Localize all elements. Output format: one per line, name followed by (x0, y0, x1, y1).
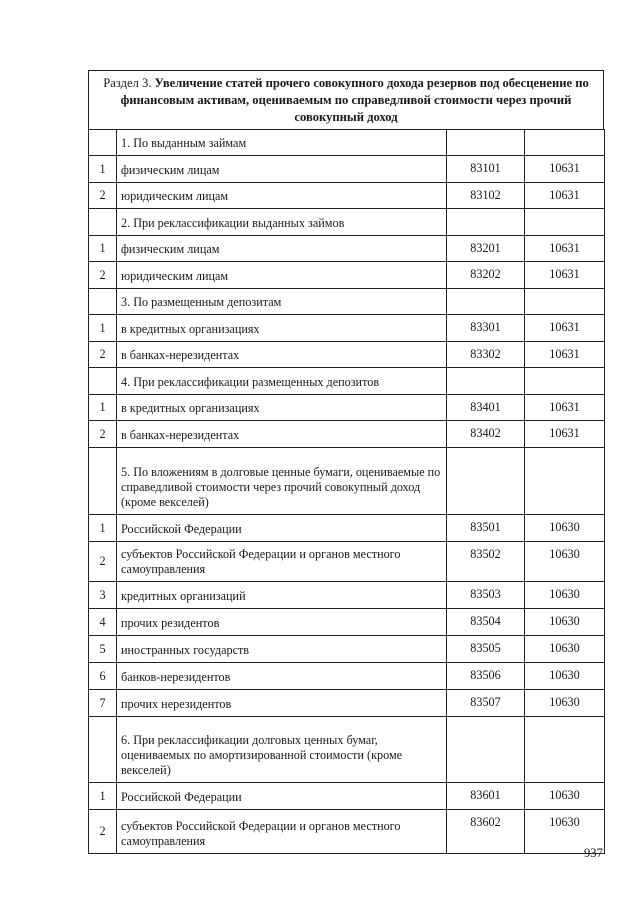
row-code-cell: 83102 (447, 183, 525, 209)
row-number-cell (89, 289, 117, 315)
row-name-cell: прочих резидентов (117, 609, 447, 636)
row-code-cell: 83503 (447, 582, 525, 609)
row-number-cell: 2 (89, 183, 117, 209)
row-account-cell: 10630 (525, 636, 605, 663)
table-row (89, 582, 605, 609)
row-account-cell: 10631 (525, 395, 605, 421)
row-number-cell: 5 (89, 636, 117, 663)
row-code-cell: 83504 (447, 609, 525, 636)
row-number-cell: 7 (89, 690, 117, 717)
table-row (89, 421, 605, 448)
row-name-cell: физическим лицам (117, 156, 447, 183)
row-number-cell: 6 (89, 663, 117, 690)
row-name-cell: в кредитных организациях (117, 315, 447, 342)
row-code-cell: 83507 (447, 690, 525, 717)
row-number-cell: 1 (89, 783, 117, 810)
row-code-cell (447, 209, 525, 236)
accounts-table-body (89, 130, 605, 854)
row-code-cell (447, 289, 525, 315)
row-name-cell: в кредитных организациях (117, 395, 447, 421)
row-name-cell: юридическим лицам (117, 183, 447, 209)
row-number-cell: 3 (89, 582, 117, 609)
row-name-cell: 2. При реклассификации выданных займов (117, 209, 447, 236)
row-number-cell: 2 (89, 421, 117, 448)
row-number-cell (89, 717, 117, 783)
table-row (89, 636, 605, 663)
row-number-cell: 1 (89, 395, 117, 421)
row-code-cell (447, 448, 525, 515)
row-number-cell: 2 (89, 262, 117, 289)
row-account-cell: 10630 (525, 582, 605, 609)
row-code-cell (447, 130, 525, 156)
row-account-cell: 10630 (525, 515, 605, 542)
table-row (89, 342, 605, 368)
row-name-cell: субъектов Российской Федерации и органов местного самоуправления (117, 810, 447, 854)
row-code-cell: 83301 (447, 315, 525, 342)
table-row (89, 810, 605, 854)
row-name-cell: юридическим лицам (117, 262, 447, 289)
row-account-cell: 10630 (525, 783, 605, 810)
row-account-cell (525, 368, 605, 395)
table-row (89, 315, 605, 342)
row-number-cell (89, 448, 117, 515)
row-number-cell: 4 (89, 609, 117, 636)
table-row (89, 690, 605, 717)
section-prefix: Раздел 3. (103, 76, 152, 90)
row-account-cell: 10631 (525, 183, 605, 209)
row-account-cell (525, 448, 605, 515)
row-number-cell (89, 130, 117, 156)
accounts-table (88, 129, 605, 854)
row-name-cell: Российской Федерации (117, 515, 447, 542)
table-row (89, 262, 605, 289)
row-account-cell: 10630 (525, 810, 605, 854)
row-name-cell: физическим лицам (117, 236, 447, 262)
row-name-cell: в банках-нерезидентах (117, 421, 447, 448)
table-section-row (89, 130, 605, 156)
row-account-cell: 10631 (525, 315, 605, 342)
table-row (89, 609, 605, 636)
row-name-cell: 4. При реклассификации размещенных депозитов (117, 368, 447, 395)
row-code-cell (447, 717, 525, 783)
table-section-row (89, 717, 605, 783)
row-number-cell (89, 209, 117, 236)
row-account-cell (525, 289, 605, 315)
table-row (89, 542, 605, 582)
row-account-cell: 10630 (525, 663, 605, 690)
table-section-row (89, 368, 605, 395)
row-code-cell: 83502 (447, 542, 525, 582)
row-number-cell: 1 (89, 315, 117, 342)
row-account-cell (525, 130, 605, 156)
row-account-cell: 10630 (525, 542, 605, 582)
row-name-cell: Российской Федерации (117, 783, 447, 810)
row-name-cell: 1. По выданным займам (117, 130, 447, 156)
row-code-cell: 83401 (447, 395, 525, 421)
row-number-cell: 2 (89, 342, 117, 368)
row-code-cell: 83501 (447, 515, 525, 542)
row-number-cell: 2 (89, 542, 117, 582)
table-row (89, 395, 605, 421)
document-page (88, 70, 604, 854)
row-account-cell: 10630 (525, 690, 605, 717)
table-row (89, 156, 605, 183)
row-name-cell: банков-нерезидентов (117, 663, 447, 690)
table-row (89, 663, 605, 690)
row-code-cell: 83602 (447, 810, 525, 854)
row-code-cell (447, 368, 525, 395)
row-code-cell: 83402 (447, 421, 525, 448)
row-number-cell: 1 (89, 236, 117, 262)
row-code-cell: 83505 (447, 636, 525, 663)
row-code-cell: 83201 (447, 236, 525, 262)
row-name-cell: 5. По вложениям в долговые ценные бумаги, оцениваемые по справедливой стоимости через прочий совокупный доход (кроме векселей) (117, 448, 447, 515)
row-account-cell: 10631 (525, 156, 605, 183)
table-section-row (89, 289, 605, 315)
row-name-cell: кредитных организаций (117, 582, 447, 609)
row-code-cell: 83601 (447, 783, 525, 810)
row-name-cell: 3. По размещенным депозитам (117, 289, 447, 315)
row-code-cell: 83506 (447, 663, 525, 690)
row-account-cell: 10631 (525, 262, 605, 289)
row-name-cell: субъектов Российской Федерации и органов местного самоуправления (117, 542, 447, 582)
row-name-cell: иностранных государств (117, 636, 447, 663)
row-name-cell: 6. При реклассификации долговых ценных бумаг, оцениваемых по амортизированной стоимости (кроме векселей) (117, 717, 447, 783)
row-number-cell: 1 (89, 515, 117, 542)
row-number-cell: 2 (89, 810, 117, 854)
page-number: 937 (584, 846, 603, 860)
row-number-cell (89, 368, 117, 395)
table-row (89, 783, 605, 810)
row-name-cell: прочих нерезидентов (117, 690, 447, 717)
row-account-cell: 10631 (525, 421, 605, 448)
row-code-cell: 83302 (447, 342, 525, 368)
row-account-cell (525, 209, 605, 236)
table-row (89, 236, 605, 262)
row-name-cell: в банках-нерезидентах (117, 342, 447, 368)
section-title: Увеличение статей прочего совокупного дохода резервов под обесценение по финансовым активам, оцениваемым по справедливой стоимости через прочий совокупный доход (120, 76, 589, 124)
row-account-cell: 10631 (525, 236, 605, 262)
row-account-cell: 10630 (525, 609, 605, 636)
section-header (88, 70, 604, 129)
table-row (89, 183, 605, 209)
row-code-cell: 83202 (447, 262, 525, 289)
row-number-cell: 1 (89, 156, 117, 183)
table-section-row (89, 209, 605, 236)
row-account-cell (525, 717, 605, 783)
table-row (89, 515, 605, 542)
row-account-cell: 10631 (525, 342, 605, 368)
table-section-row (89, 448, 605, 515)
row-code-cell: 83101 (447, 156, 525, 183)
